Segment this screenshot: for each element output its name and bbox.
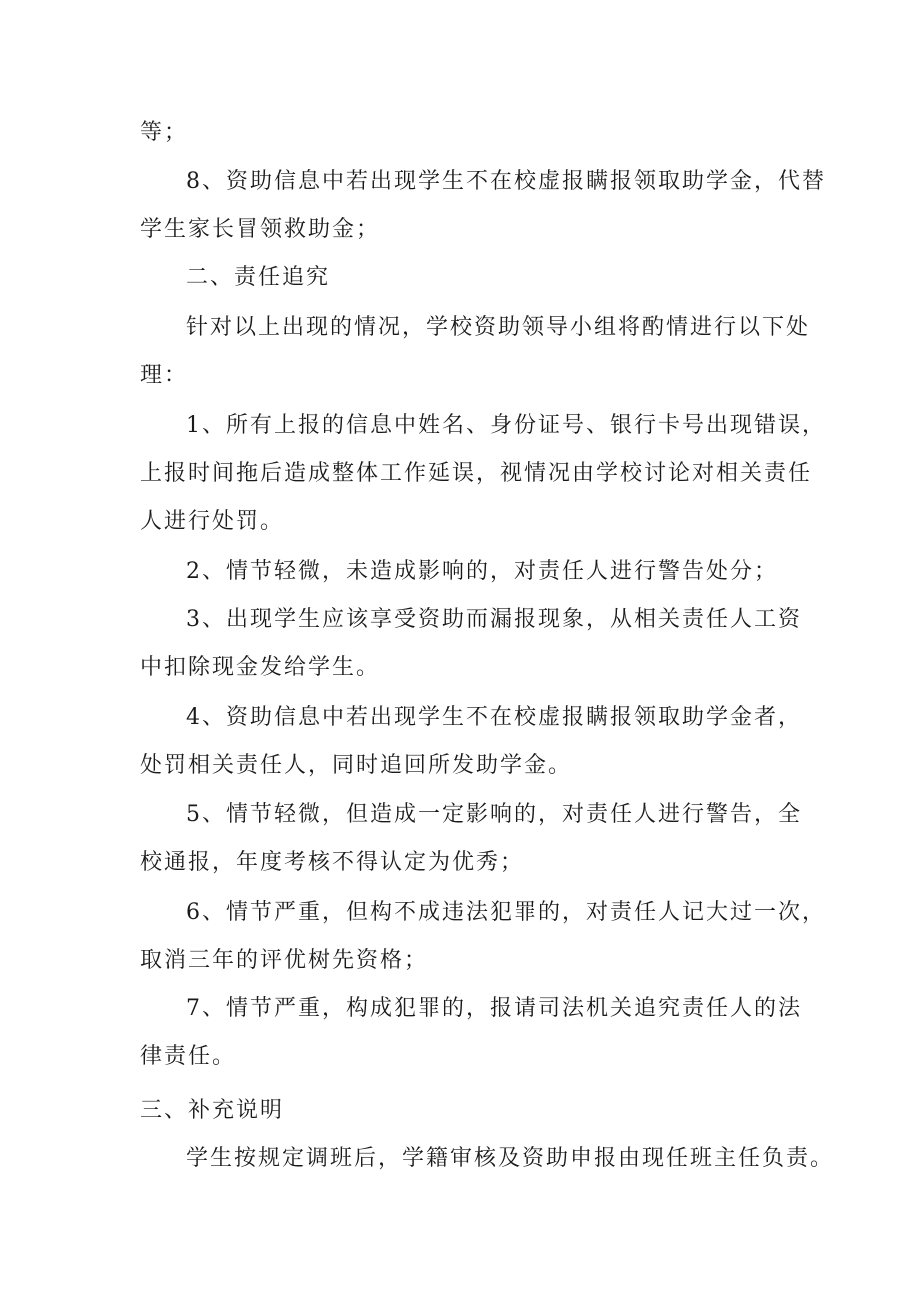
paragraph-line: 律责任。 bbox=[140, 1044, 237, 1069]
paragraph-line: 针对以上出现的情况，学校资助领导小组将酌情进行以下处 bbox=[186, 315, 811, 340]
paragraph-line: 校通报，年度考核不得认定为优秀； bbox=[140, 850, 525, 875]
paragraph-line: 1、所有上报的信息中姓名、身份证号、银行卡号出现错误， bbox=[186, 413, 826, 438]
paragraph-line: 上报时间拖后造成整体工作延误，视情况由学校讨论对相关责任 bbox=[140, 461, 813, 486]
paragraph-line: 学生家长冒领救助金； bbox=[140, 217, 381, 242]
paragraph-line: 3、出现学生应该享受资助而漏报现象，从相关责任人工资 bbox=[186, 607, 802, 632]
section-heading: 三、补充说明 bbox=[140, 1098, 285, 1123]
paragraph-line: 学生按规定调班后，学籍审核及资助申报由现任班主任负责。 bbox=[186, 1146, 835, 1171]
paragraph-line: 处罚相关责任人，同时追回所发助学金。 bbox=[140, 753, 573, 778]
paragraph-line: 中扣除现金发给学生。 bbox=[140, 655, 381, 680]
paragraph-line: 7、情节严重，构成犯罪的，报请司法机关追究责任人的法 bbox=[186, 996, 802, 1021]
paragraph-line: 5、情节轻微，但造成一定影响的，对责任人进行警告，全 bbox=[186, 802, 802, 827]
paragraph-line: 8、资助信息中若出现学生不在校虚报瞒报领取助学金，代替 bbox=[186, 169, 826, 194]
paragraph-line: 2、情节轻微，未造成影响的，对责任人进行警告处分； bbox=[186, 559, 778, 584]
paragraph-line: 6、情节严重，但构不成违法犯罪的，对责任人记大过一次， bbox=[186, 900, 826, 925]
paragraph-line: 取消三年的评优树先资格； bbox=[140, 948, 429, 973]
paragraph-line: 4、资助信息中若出现学生不在校虚报瞒报领取助学金者， bbox=[186, 705, 802, 730]
section-heading: 二、责任追究 bbox=[186, 265, 331, 290]
paragraph-line: 等； bbox=[140, 120, 189, 145]
paragraph-line: 理： bbox=[140, 363, 189, 388]
paragraph-line: 人进行处罚。 bbox=[140, 509, 285, 534]
